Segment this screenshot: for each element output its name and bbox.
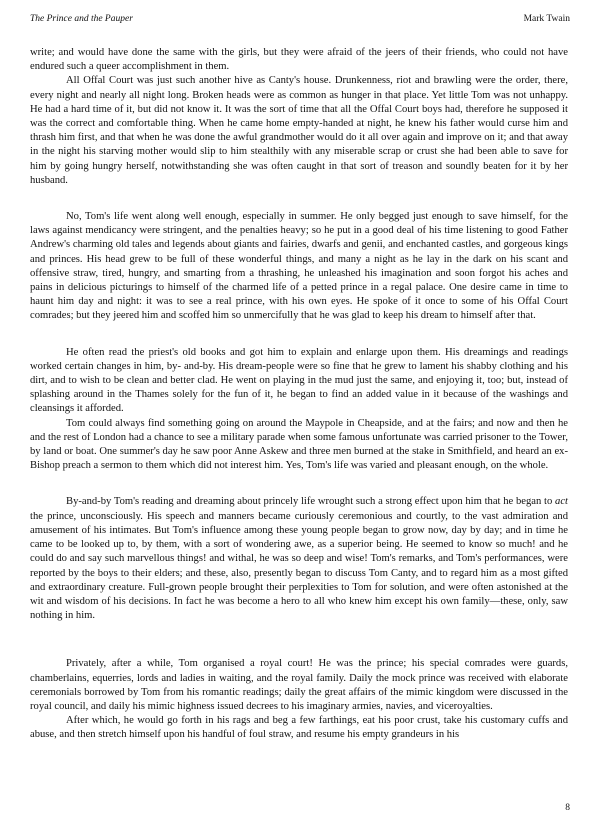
author-name: Mark Twain: [523, 14, 570, 24]
paragraph-gap: [30, 623, 568, 657]
paragraph: After which, he would go forth in his rags and beg a few farthings, eat his poor crust, take his customary cuffs and abuse, and then stretch himself upon his handful of foul straw, and resume his empty grandeurs in his: [30, 715, 568, 741]
paragraph-text: By-and-by Tom's reading and dreaming about princely life wrought such a strong effect upon him that he began to: [66, 496, 556, 508]
paragraph: [30, 495, 568, 623]
emphasis-text: act: [555, 496, 568, 508]
paragraph: Tom could always find something going on around the Maypole in Cheapside, and at the fairs; and now and then he and the rest of London had a chance to see a military parade when some famous unfortunate was carried prisoner to the Tower, by land or boat. One summer's day he saw poor Anne Askew and three men burned at the stake in Smithfield, and heard an ex-Bishop preach a sermon to them which did not interest him. Yes, Tom's life was varied and pleasant enough, on the whole.: [30, 417, 568, 472]
page-body: [30, 46, 568, 743]
paragraph-gap: [30, 473, 568, 495]
paragraph: He often read the priest's old books and got him to explain and enlarge upon them. His dreamings and readings worked certain changes in him, by- and-by. His dream-people were so fine that he grew to lament his shabby clothing and his dirt, and to wish to be clean and better clad. He went on playing in the mud just the same, and enjoying it, too; but, instead of splashing around in the Thames solely for the fun of it, he began to find an added value in it because of the washings and cleansings it afforded.: [30, 346, 568, 415]
page-number: 8: [565, 803, 570, 813]
paragraph-gap: [30, 188, 568, 210]
paragraph-gap: [30, 324, 568, 346]
paragraph: All Offal Court was just such another hive as Canty's house. Drunkenness, riot and brawling were the order, there, every night and nearly all night long. Broken heads were as common as hunger in that place. Yet little Tom was not unhappy. He had a hard time of it, but did not know it. It was the sort of time that all the Offal Court boys had, therefore he supposed it was the correct and comfortable thing. When he came home empty-handed at night, he knew his father would curse him and thrash him first, and that when he was done the awful grandmother would do it all over again and improve on it; and that away in the night his starving mother would slip to him stealthily with any miserable scrap or crust she had been able to save for him by going hungry herself, notwithstanding she was often caught in that sort of treason and soundly beaten for it by her husband.: [30, 75, 568, 186]
running-header: [30, 14, 570, 28]
paragraph-text: the prince, unconsciously. His speech and manners became curiously ceremonious and courtly, to the vast admiration and amusement of his intimates. But Tom's influence among these young people began to grow now, day by day; and in time he came to be looked up to, by them, with a sort of wondering awe, as a superior being. He seemed to know so much! and he could do and say such marvellous things! and withal, he was so deep and wise! Tom's remarks, and Tom's performances, were reported by the boys to their elders; and these, also, presently began to discuss Tom Canty, and to regard him as a most gifted and extraordinary creature. Full-grown people brought their perplexities to Tom for solution, and were often astonished at the wit and wisdom of his decisions. In fact he was become a hero to all who knew him except his own family—these, only, saw nothing in him.: [30, 510, 568, 622]
paragraph: write; and would have done the same with the girls, but they were afraid of the jeers of their friends, who could not have endured such a queer accomplishment in them.: [30, 47, 568, 73]
book-title: The Prince and the Pauper: [30, 14, 133, 24]
paragraph: Privately, after a while, Tom organised a royal court! He was the prince; his special comrades were guards, chamberlains, equerries, lords and ladies in waiting, and the royal family. Daily the mock prince was received with elaborate ceremonials borrowed by Tom from his romantic readings; daily the great affairs of the mimic kingdom were discussed in the royal council, and daily his mimic highness issued decrees to his imaginary armies, navies, and viceroyalties.: [30, 658, 568, 712]
paragraph: No, Tom's life went along well enough, especially in summer. He only begged just enough to save himself, for the laws against mendicancy were stringent, and the penalties heavy; so he put in a good deal of his time listening to good Father Andrew's charming old tales and legends about giants and fairies, dwarfs and genii, and enchanted castles, and gorgeous kings and princes. His head grew to be full of these wonderful things, and many a night as he lay in the dark on his scant and offensive straw, tired, hungry, and smarting from a thrashing, he unleashed his imagination and soon forgot his aches and pains in delicious picturings to himself of the charmed life of a petted prince in a regal palace. One desire came in time to haunt him day and night: it was to see a real prince, with his own eyes. He spoke of it once to some of his Offal Court comrades; but they jeered him and scoffed him so unmercifully that he was glad to keep his dream to himself after that.: [30, 211, 568, 322]
